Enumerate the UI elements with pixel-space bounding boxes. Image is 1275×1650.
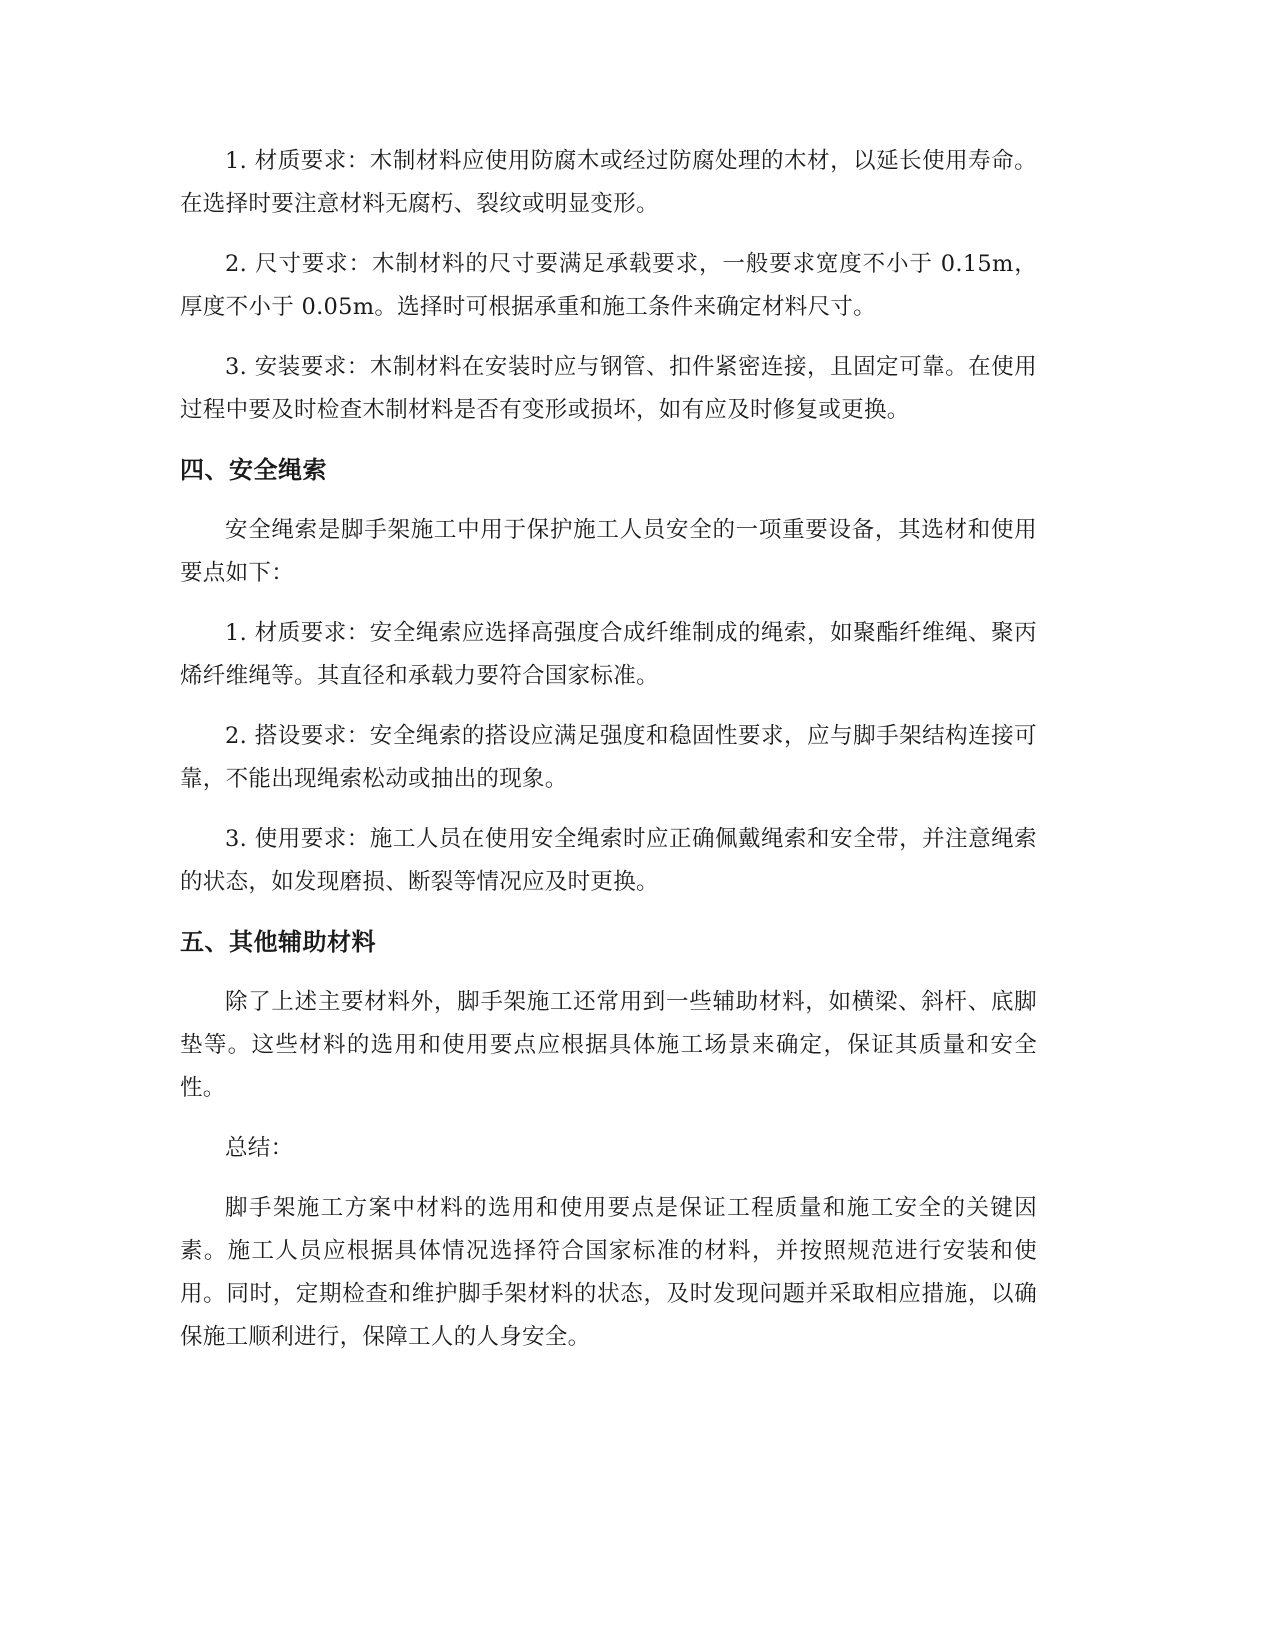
safety-rope-intro: 安全绳索是脚手架施工中用于保护施工人员安全的一项重要设备，其选材和使用要点如下：	[180, 517, 1037, 586]
rope-usage-requirement: 3. 使用要求：施工人员在使用安全绳索时应正确佩戴绳索和安全带，并注意绳索的状态，如发现磨损、断裂等情况应及时更换。	[180, 826, 1037, 895]
rope-setup-requirement: 2. 搭设要求：安全绳索的搭设应满足强度和稳固性要求，应与脚手架结构连接可靠，不能出现绳索松动或抽出的现象。	[180, 723, 1037, 792]
auxiliary-materials-body: 除了上述主要材料外，脚手架施工还常用到一些辅助材料，如横梁、斜杆、底脚垫等。这些材料的选用和使用要点应根据具体施工场景来确定，保证其质量和安全性。	[180, 989, 1037, 1101]
summary-body: 脚手架施工方案中材料的选用和使用要点是保证工程质量和施工安全的关键因素。施工人员应根据具体情况选择符合国家标准的材料，并按照规范进行安装和使用。同时，定期检查和维护脚手架材料的状态，及时发现问题并采取相应措施，以确保施工顺利进行，保障工人的人身安全。	[180, 1195, 1037, 1350]
section-heading-safety-rope: 四、安全绳索	[180, 456, 327, 484]
wood-material-requirement: 1. 材质要求：木制材料应使用防腐木或经过防腐处理的木材，以延长使用寿命。在选择时要注意材料无腐朽、裂纹或明显变形。	[180, 148, 1037, 217]
document-page	[180, 140, 1037, 1376]
summary-label: 总结：	[225, 1135, 294, 1161]
wood-installation-requirement: 3. 安装要求：木制材料在安装时应与钢管、扣件紧密连接，且固定可靠。在使用过程中要及时检查木制材料是否有变形或损坏，如有应及时修复或更换。	[180, 354, 1037, 423]
section-heading-auxiliary-materials: 五、其他辅助材料	[180, 928, 376, 956]
rope-material-requirement: 1. 材质要求：安全绳索应选择高强度合成纤维制成的绳索，如聚酯纤维绳、聚丙烯纤维绳等。其直径和承载力要符合国家标准。	[180, 620, 1037, 689]
wood-size-requirement: 2. 尺寸要求：木制材料的尺寸要满足承载要求，一般要求宽度不小于 0.15m，厚度不小于 0.05m。选择时可根据承重和施工条件来确定材料尺寸。	[180, 251, 1037, 320]
